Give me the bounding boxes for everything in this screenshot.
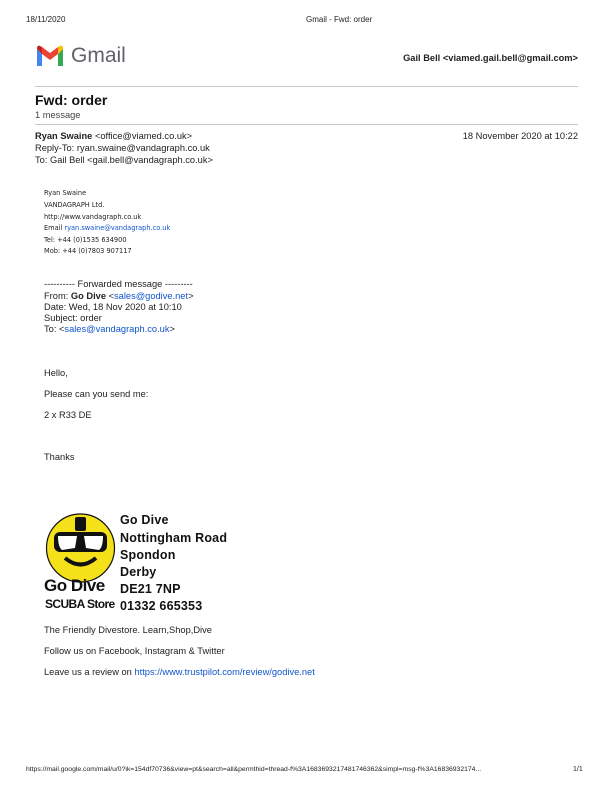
address-line6: 01332 665353	[120, 599, 203, 613]
body-request: Please can you send me:	[44, 389, 149, 399]
signature-company: VANDAGRAPH Ltd.	[44, 201, 105, 209]
thread-subject: Fwd: order	[35, 92, 108, 108]
forward-separator: ---------- Forwarded message ---------	[44, 279, 193, 289]
message-date: 18 November 2020 at 10:22	[462, 131, 578, 141]
forward-to-post: >	[169, 324, 175, 334]
message-count: 1 message	[35, 110, 81, 120]
gmail-m-icon	[35, 45, 65, 68]
forward-date: Date: Wed, 18 Nov 2020 at 10:10	[44, 302, 182, 312]
header-divider	[35, 86, 578, 87]
print-page-title: Gmail - Fwd: order	[306, 15, 373, 24]
gmail-logo	[35, 45, 65, 73]
sender-line	[35, 131, 192, 141]
sender-email: <office@viamed.co.uk>	[94, 131, 193, 141]
review-label: Leave us a review on	[44, 667, 135, 677]
signature-tel: Tel: +44 (0)1535 634900	[44, 236, 127, 244]
subject-divider	[35, 124, 578, 125]
address-line5: DE21 7NP	[120, 582, 181, 596]
address-line1: Go Dive	[120, 513, 169, 527]
logo-brand-line1: Go Dive	[44, 576, 105, 595]
print-url: https://mail.google.com/mail/u/0?ik=154df70736&view=pt&search=all&permthid=thread-f%3A1683693217481746362&simpl=msg-f%3A16836932174...	[26, 766, 482, 773]
sender-name: Ryan Swaine	[35, 131, 93, 141]
address-line2: Nottingham Road	[120, 531, 228, 545]
forward-to-email-link[interactable]: sales@vandagraph.co.uk	[64, 324, 170, 334]
signature-website-link[interactable]: http://www.vandagraph.co.uk	[44, 213, 142, 221]
tagline: The Friendly Divestore. Learn,Shop,Dive	[44, 625, 212, 635]
reply-to: Reply-To: ryan.swaine@vandagraph.co.uk	[35, 143, 210, 153]
forward-from-label: From:	[44, 291, 71, 301]
diving-mask-icon	[44, 513, 117, 583]
review-line	[44, 667, 315, 677]
social-line: Follow us on Facebook, Instagram & Twitter	[44, 646, 225, 656]
logo-brand-line2: SCUBA Store	[45, 597, 115, 611]
forward-from-post: >	[188, 291, 194, 301]
body-item: 2 x R33 DE	[44, 410, 92, 420]
forward-from	[44, 291, 194, 301]
review-link[interactable]: https://www.trustpilot.com/review/godive.net	[134, 667, 315, 677]
print-page-number: 1/1	[573, 766, 583, 773]
account-email: Gail Bell <viamed.gail.bell@gmail.com>	[403, 53, 578, 63]
signature-email-link[interactable]: ryan.swaine@vandagraph.co.uk	[64, 224, 171, 232]
forward-from-email-link[interactable]: sales@godive.net	[114, 291, 189, 301]
body-thanks: Thanks	[44, 452, 75, 462]
address-line3: Spondon	[120, 548, 176, 562]
body-greeting: Hello,	[44, 368, 68, 378]
godive-logo	[44, 513, 117, 613]
forward-from-pre: <	[106, 291, 115, 301]
recipient-line: To: Gail Bell <gail.bell@vandagraph.co.uk>	[35, 155, 213, 165]
forward-to-label: To: <	[44, 324, 65, 334]
signature-name: Ryan Swaine	[44, 189, 87, 197]
forward-from-name: Go Dive	[70, 291, 106, 301]
signature-email-line	[44, 224, 170, 232]
signature-email-label: Email	[44, 224, 65, 232]
forward-to	[44, 324, 175, 334]
signature-mob: Mob: +44 (0)7803 907117	[44, 247, 132, 255]
gmail-wordmark: Gmail	[71, 44, 126, 67]
forward-subject: Subject: order	[44, 313, 102, 323]
address-line4: Derby	[120, 565, 157, 579]
print-date: 18/11/2020	[26, 15, 66, 24]
